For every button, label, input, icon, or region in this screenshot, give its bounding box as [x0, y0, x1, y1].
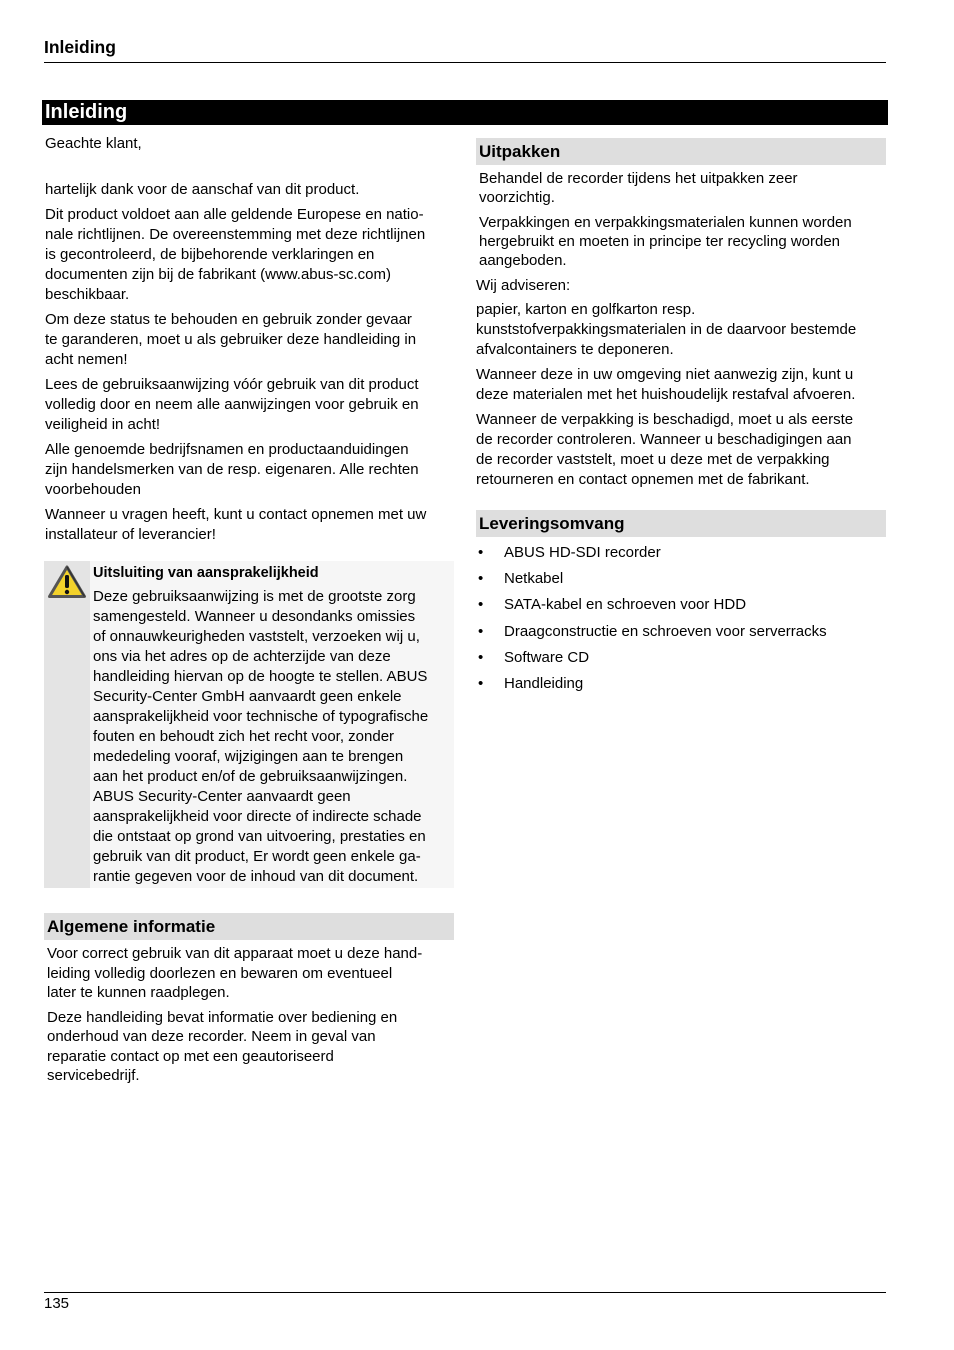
scope-item-label: ABUS HD-SDI recorder [504, 544, 661, 561]
general-info-paragraphs [44, 944, 454, 1086]
warning-title: Uitsluiting van aansprakelijkheid [93, 565, 319, 581]
paragraph: Wanneer deze in uw omgeving niet aanwezig zijn, kunt u deze materialen met het huishoudelijk restafval afvoeren. [476, 366, 856, 403]
liability-warning-box [44, 561, 454, 888]
scope-list-item [476, 622, 886, 648]
paragraph: Dit product voldoet aan alle geldende Europese en natio- nale richtlijnen. De overeenstemming met deze richtlijnen is gecontroleerd, de bijbehorende verklaringen en documenten zijn bij de fabrikant (www.abus-sc.com) beschikbaar. [45, 206, 426, 303]
scope-list-item [476, 569, 886, 595]
footer-rule [44, 1292, 886, 1293]
warning-text: Deze gebruiksaanwijzing is met de grootste zorg samengesteld. Wanneer u desondanks omissies of onnauwkeurigheden vaststelt, verzoeken wij u, ons via het adres op de achterzijde van deze handleiding hiervan op de hoogte te stellen. ABUS Security-Center GmbH aanvaardt geen enkele aansprakelijkheid voor technische of typografische fouten en behoudt zich het recht voor, zonder mededeling vooraf, wijzigingen aan te brengen aan het product en/of de gebruiksaanwijzingen. ABUS Security-Center aanvaardt geen aansprakelijkheid voor directe of indirecte schade die ontstaat op grond van uitvoering, prestaties en gebruik van dit product, Er wordt geen enkele ga- rantie gegeven voor de inhoud van dit document. [93, 588, 429, 885]
scope-item-label: Netkabel [504, 570, 564, 588]
running-header-title: Inleiding [44, 37, 116, 57]
paragraph: Alle genoemde bedrijfsnamen en productaanduidingen zijn handelsmerken van de resp. eigenaren. Alle rechten voorbehouden [45, 441, 419, 498]
greeting: Geachte klant, [45, 135, 142, 152]
scope-list [476, 543, 886, 700]
paragraph: Wanneer de verpakking is beschadigd, moet u als eerste de recorder controleren. Wanneer u beschadigingen aan de recorder vaststelt, moet u deze met de verpakking retourneren en contact opnemen met de fabrikant. [476, 411, 854, 488]
chapter-title: Inleiding [45, 101, 128, 123]
header-rule [44, 62, 886, 63]
advice-intro: Wij adviseren: [476, 277, 571, 294]
scope-section [476, 510, 886, 700]
scope-list-item [476, 543, 886, 569]
general-info-section [44, 913, 454, 1086]
paragraph: Wanneer u vragen heeft, kunt u contact opnemen met uw installateur of leverancier! [45, 506, 427, 543]
bullet-marker: • [478, 648, 484, 666]
scope-list-item [476, 674, 886, 700]
scope-item-label: Draagconstructie en schroeven voor serverracks [504, 622, 827, 640]
scope-item-label: SATA-kabel en schroeven voor HDD [504, 596, 747, 614]
scope-list-item [476, 648, 886, 674]
general-info-heading: Algemene informatie [44, 913, 454, 940]
bullet-marker: • [478, 674, 484, 692]
bullet-marker: • [478, 544, 484, 561]
paragraph: Lees de gebruiksaanwijzing vóór gebruik van dit product volledig door en neem alle aanwijzingen voor gebruik en veiligheid in acht! [45, 376, 419, 433]
intro-paragraphs [44, 180, 454, 545]
page-number: 135 [44, 1295, 70, 1312]
paragraph: hartelijk dank voor de aanschaf van dit product. [45, 181, 360, 198]
unpacking-paragraphs [476, 169, 886, 270]
scope-heading: Leveringsomvang [476, 510, 886, 537]
right-column [476, 138, 886, 700]
paragraph: Verpakkingen en verpakkingsmaterialen kunnen worden hergebruikt en moeten in principe ter recycling worden aangeboden. [479, 214, 852, 269]
paragraph: Deze handleiding bevat informatie over bediening en onderhoud van deze recorder. Neem in geval van reparatie contact op met een geautoriseerd servicebedrijf. [47, 1008, 398, 1084]
unpacking-heading: Uitpakken [476, 138, 886, 165]
chapter-title-bar [42, 100, 888, 125]
scope-item-label: Software CD [504, 648, 590, 666]
scope-list-item [476, 595, 886, 621]
left-column [44, 134, 454, 1091]
paragraph: Voor correct gebruik van dit apparaat moet u deze hand- leiding volledig doorlezen en bewaren om eventueel later te kunnen raadplegen. [47, 945, 423, 1001]
warning-triangle-icon [47, 564, 87, 600]
advice-paragraphs [476, 300, 886, 490]
paragraph: Behandel de recorder tijdens het uitpakken zeer voorzichtig. [479, 170, 798, 206]
warning-icon-strip [44, 561, 90, 888]
bullet-marker: • [478, 570, 484, 588]
bullet-marker: • [478, 622, 484, 640]
paragraph: Om deze status te behouden en gebruik zonder gevaar te garanderen, moet u als gebruiker deze handleiding in acht nemen! [45, 311, 417, 368]
paragraph: papier, karton en golfkarton resp. kunststofverpakkingsmaterialen in de daarvoor bestemde afvalcontainers te deponeren. [476, 301, 857, 358]
scope-item-label: Handleiding [504, 674, 584, 692]
bullet-marker: • [478, 596, 484, 614]
